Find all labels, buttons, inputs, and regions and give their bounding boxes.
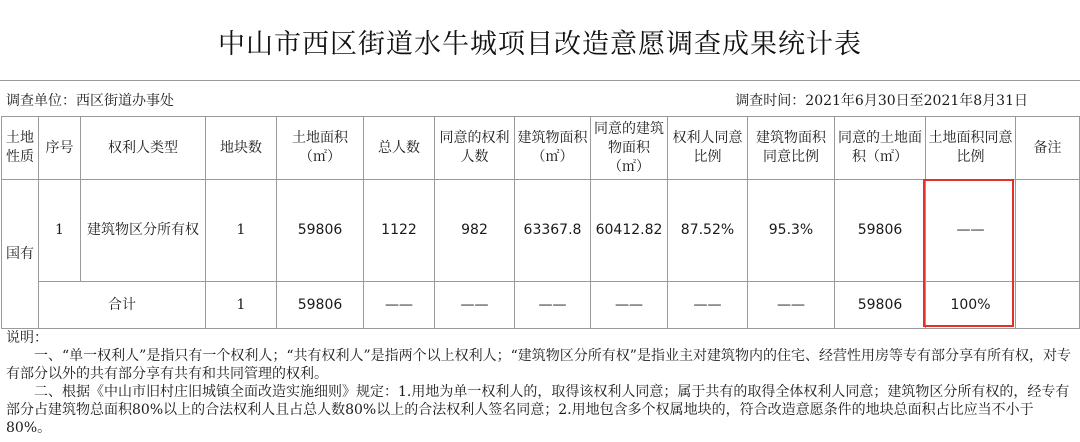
total-agree-building-area-cell: —— [591,282,668,329]
total-people-cell: 1122 [364,180,435,282]
agree-building-area-cell: 60412.82 [591,180,668,282]
table-row [2,180,1080,282]
survey-time: 调查时间：2021年6月30日至2021年8月31日 [735,93,1028,109]
header-cell: 备注 [1016,117,1080,180]
header-cell: 土地面积同意比例 [926,117,1016,180]
document-title: 中山市西区街道水牛城项目改造意愿调查成果统计表 [218,29,862,60]
top-divider [0,80,1080,81]
header-cell: 总人数 [364,117,435,180]
header-cell: 地块数 [206,117,277,180]
owner-type-cell: 建筑物区分所有权 [81,180,206,282]
total-agree-land-area-cell: 59806 [835,282,926,329]
total-building-ratio-cell: —— [748,282,835,329]
header-cell: 建筑物面积（㎡） [515,117,591,180]
building-ratio-cell: 95.3% [748,180,835,282]
land-nature-cell: 国有 [2,180,39,329]
land-area-cell: 59806 [277,180,364,282]
header-cell: 序号 [39,117,81,180]
total-building-area-cell: —— [515,282,591,329]
header-cell: 权利人同意比例 [668,117,748,180]
note-item: 一、“单一权利人”是指只有一个权利人；“共有权利人”是指两个以上权利人；“建筑物区分所有权”是指业主对建筑物内的住宅、经营性用房等专有部分享有所有权，对专有部分以外的共有部分享有共有和共同管理的权利。 [6,348,1071,382]
total-land-area-cell: 59806 [277,282,364,329]
land-ratio-cell: —— [926,180,1016,282]
header-cell: 同意的权利人数 [435,117,515,180]
header-cell: 同意的建筑物面积（㎡） [591,117,668,180]
total-parcels-cell: 1 [206,282,277,329]
parcels-cell: 1 [206,180,277,282]
header-cell: 建筑物面积同意比例 [748,117,835,180]
remark-cell [1016,180,1080,282]
total-agree-people-cell: —— [435,282,515,329]
note-item: 二、根据《中山市旧村庄旧城镇全面改造实施细则》规定：1.用地为单一权利人的，取得该权利人同意；属于共有的取得全体权利人同意；建筑物区分所有权的，经专有部分占建筑物总面积80%以上的合法权利人且占总人数80%以上的合法权利人签名同意；2.用地包含多个权属地块的，符合改造意愿条件的地块总面积占比应当不小于80%。 [6,384,1070,436]
total-owner-ratio-cell: —— [668,282,748,329]
header-cell: 土地性质 [2,117,39,180]
notes-section [6,329,1076,437]
total-label-cell: 合计 [39,282,206,329]
header-cell: 土地面积（㎡） [277,117,364,180]
statistics-table [1,116,1080,329]
survey-unit: 调查单位：西区街道办事处 [6,93,174,109]
table-header-row [2,117,1080,180]
seq-cell: 1 [39,180,81,282]
highlight-box [923,179,1014,327]
header-cell: 权利人类型 [81,117,206,180]
notes-heading: 说明： [6,330,48,346]
total-land-ratio-cell: 100% [926,282,1016,329]
header-cell: 同意的土地面积（㎡） [835,117,926,180]
agree-people-cell: 982 [435,180,515,282]
owner-ratio-cell: 87.52% [668,180,748,282]
total-remark-cell [1016,282,1080,329]
total-people-cell: —— [364,282,435,329]
agree-land-area-cell: 59806 [835,180,926,282]
table-total-row [2,282,1080,329]
building-area-cell: 63367.8 [515,180,591,282]
